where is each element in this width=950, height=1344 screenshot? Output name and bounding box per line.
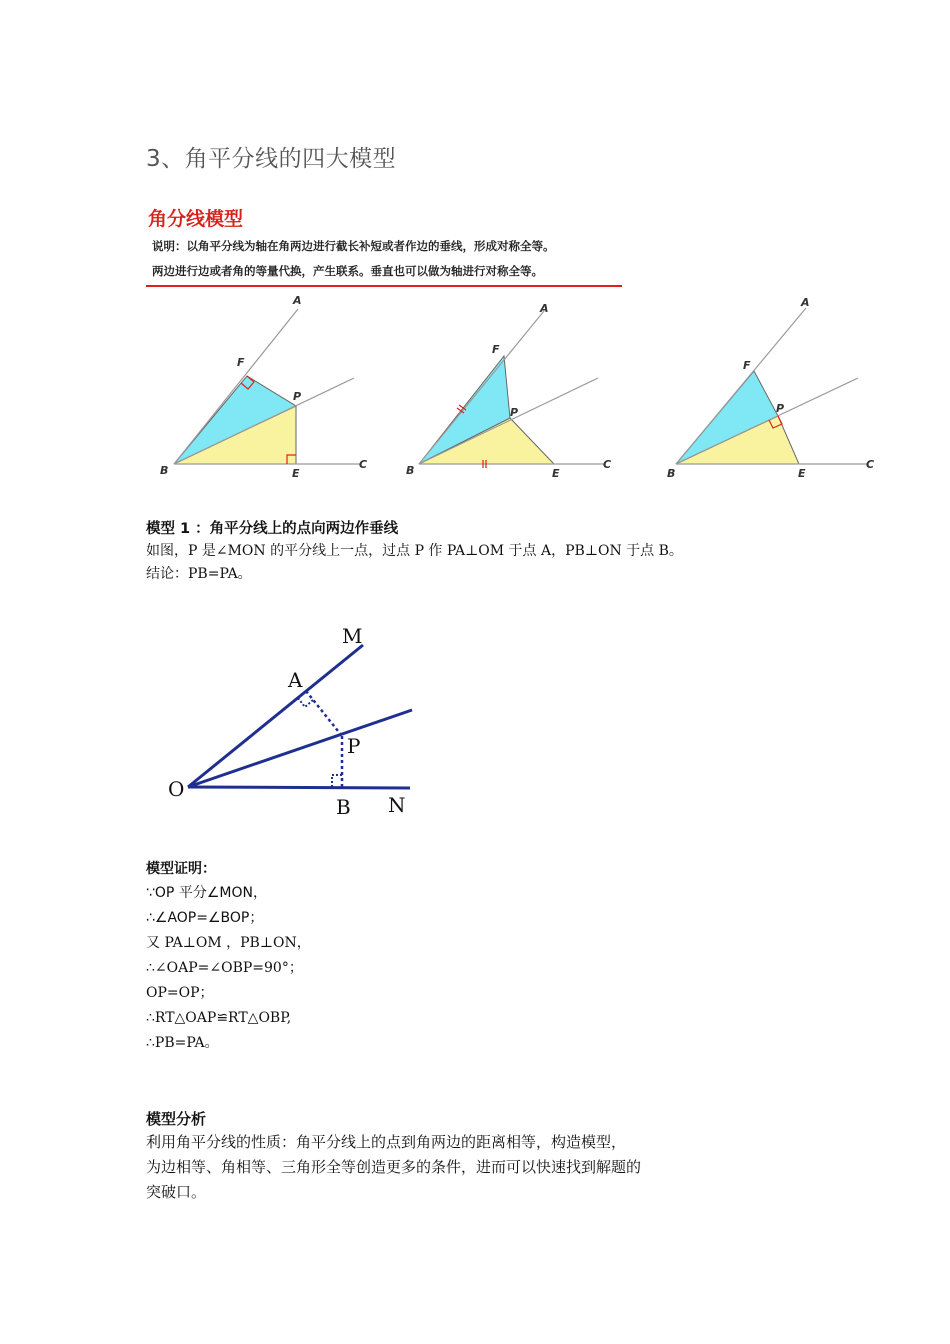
banner-title: 角分线模型 <box>148 208 244 230</box>
label-A: A <box>293 294 302 307</box>
proof-step: 又 PA⊥OM ，PB⊥ON， <box>146 935 311 951</box>
label-P: P <box>293 390 302 403</box>
label-N: N <box>388 793 406 817</box>
label-F: F <box>237 356 245 369</box>
analysis-line: 为边相等、角相等、三角形全等创造更多的条件，进而可以快速找到解题的 <box>146 1158 642 1176</box>
label-C: C <box>866 458 875 471</box>
label-P: P <box>347 734 361 758</box>
label-O: O <box>168 777 185 801</box>
right-angle-mark-B <box>332 775 342 787</box>
ray-OM <box>188 645 363 787</box>
figure-perpendicular-both <box>160 294 367 480</box>
ray-OP-bisector <box>188 710 412 787</box>
model1-heading: 模型 1 ：角平分线上的点向两边作垂线 <box>146 521 399 537</box>
figure-perpendicular-bisector <box>667 296 874 480</box>
model1-conclusion: 结论：PB=PA。 <box>146 566 252 582</box>
label-B: B <box>160 464 169 477</box>
label-C: C <box>359 458 368 471</box>
model1-figure <box>160 615 440 825</box>
label-E: E <box>292 467 300 480</box>
analysis-heading: 模型分析 <box>146 1110 207 1128</box>
proof-step: OP=OP； <box>146 985 214 1001</box>
analysis-body <box>146 1130 641 1205</box>
proof-step: ∵OP 平分∠MON， <box>146 885 267 901</box>
angle-bisector-model-banner <box>146 196 880 486</box>
banner-figures <box>146 196 880 486</box>
perpendicular-PA <box>306 691 342 736</box>
label-P: P <box>776 402 785 415</box>
proof-step: ∴PB=PA。 <box>146 1035 219 1051</box>
ray-ON <box>188 787 410 788</box>
figure-equal-segments <box>406 302 611 480</box>
label-M: M <box>342 624 363 648</box>
label-F: F <box>492 343 500 356</box>
label-E: E <box>552 467 560 480</box>
proof-steps <box>146 881 311 1056</box>
label-A: A <box>801 296 810 309</box>
label-B: B <box>406 464 415 477</box>
label-P: P <box>510 406 519 419</box>
label-C: C <box>603 458 612 471</box>
proof-heading: 模型证明： <box>146 861 216 877</box>
right-angle-mark-A <box>298 698 313 707</box>
proof-step: ∴RT△OAP≌RT△OBP, <box>146 1010 292 1026</box>
label-A: A <box>288 668 303 692</box>
proof-step: ∴∠OAP=∠OBP=90°； <box>146 960 303 976</box>
label-F: F <box>743 359 751 372</box>
label-B: B <box>667 467 676 480</box>
analysis-line: 利用角平分线的性质：角平分线上的点到角两边的距离相等，构造模型， <box>146 1133 627 1151</box>
label-B: B <box>336 795 351 819</box>
banner-description-line-1: 说明：以角平分线为轴在角两边进行截长补短或者作边的垂线，形成对称全等。 <box>152 239 555 253</box>
label-E: E <box>798 467 806 480</box>
label-A: A <box>540 302 549 315</box>
banner-description-line-2: 两边进行边或者角的等量代换，产生联系。垂直也可以做为轴进行对称全等。 <box>152 264 543 278</box>
section-title: 3、角平分线的四大模型 <box>146 146 397 172</box>
model1-description: 如图，P 是∠MON 的平分线上一点，过点 P 作 PA⊥OM 于点 A，PB⊥ON 于点 B。 <box>146 543 683 559</box>
proof-step: ∴∠AOP=∠BOP； <box>146 910 264 926</box>
analysis-line: 突破口。 <box>146 1183 207 1201</box>
